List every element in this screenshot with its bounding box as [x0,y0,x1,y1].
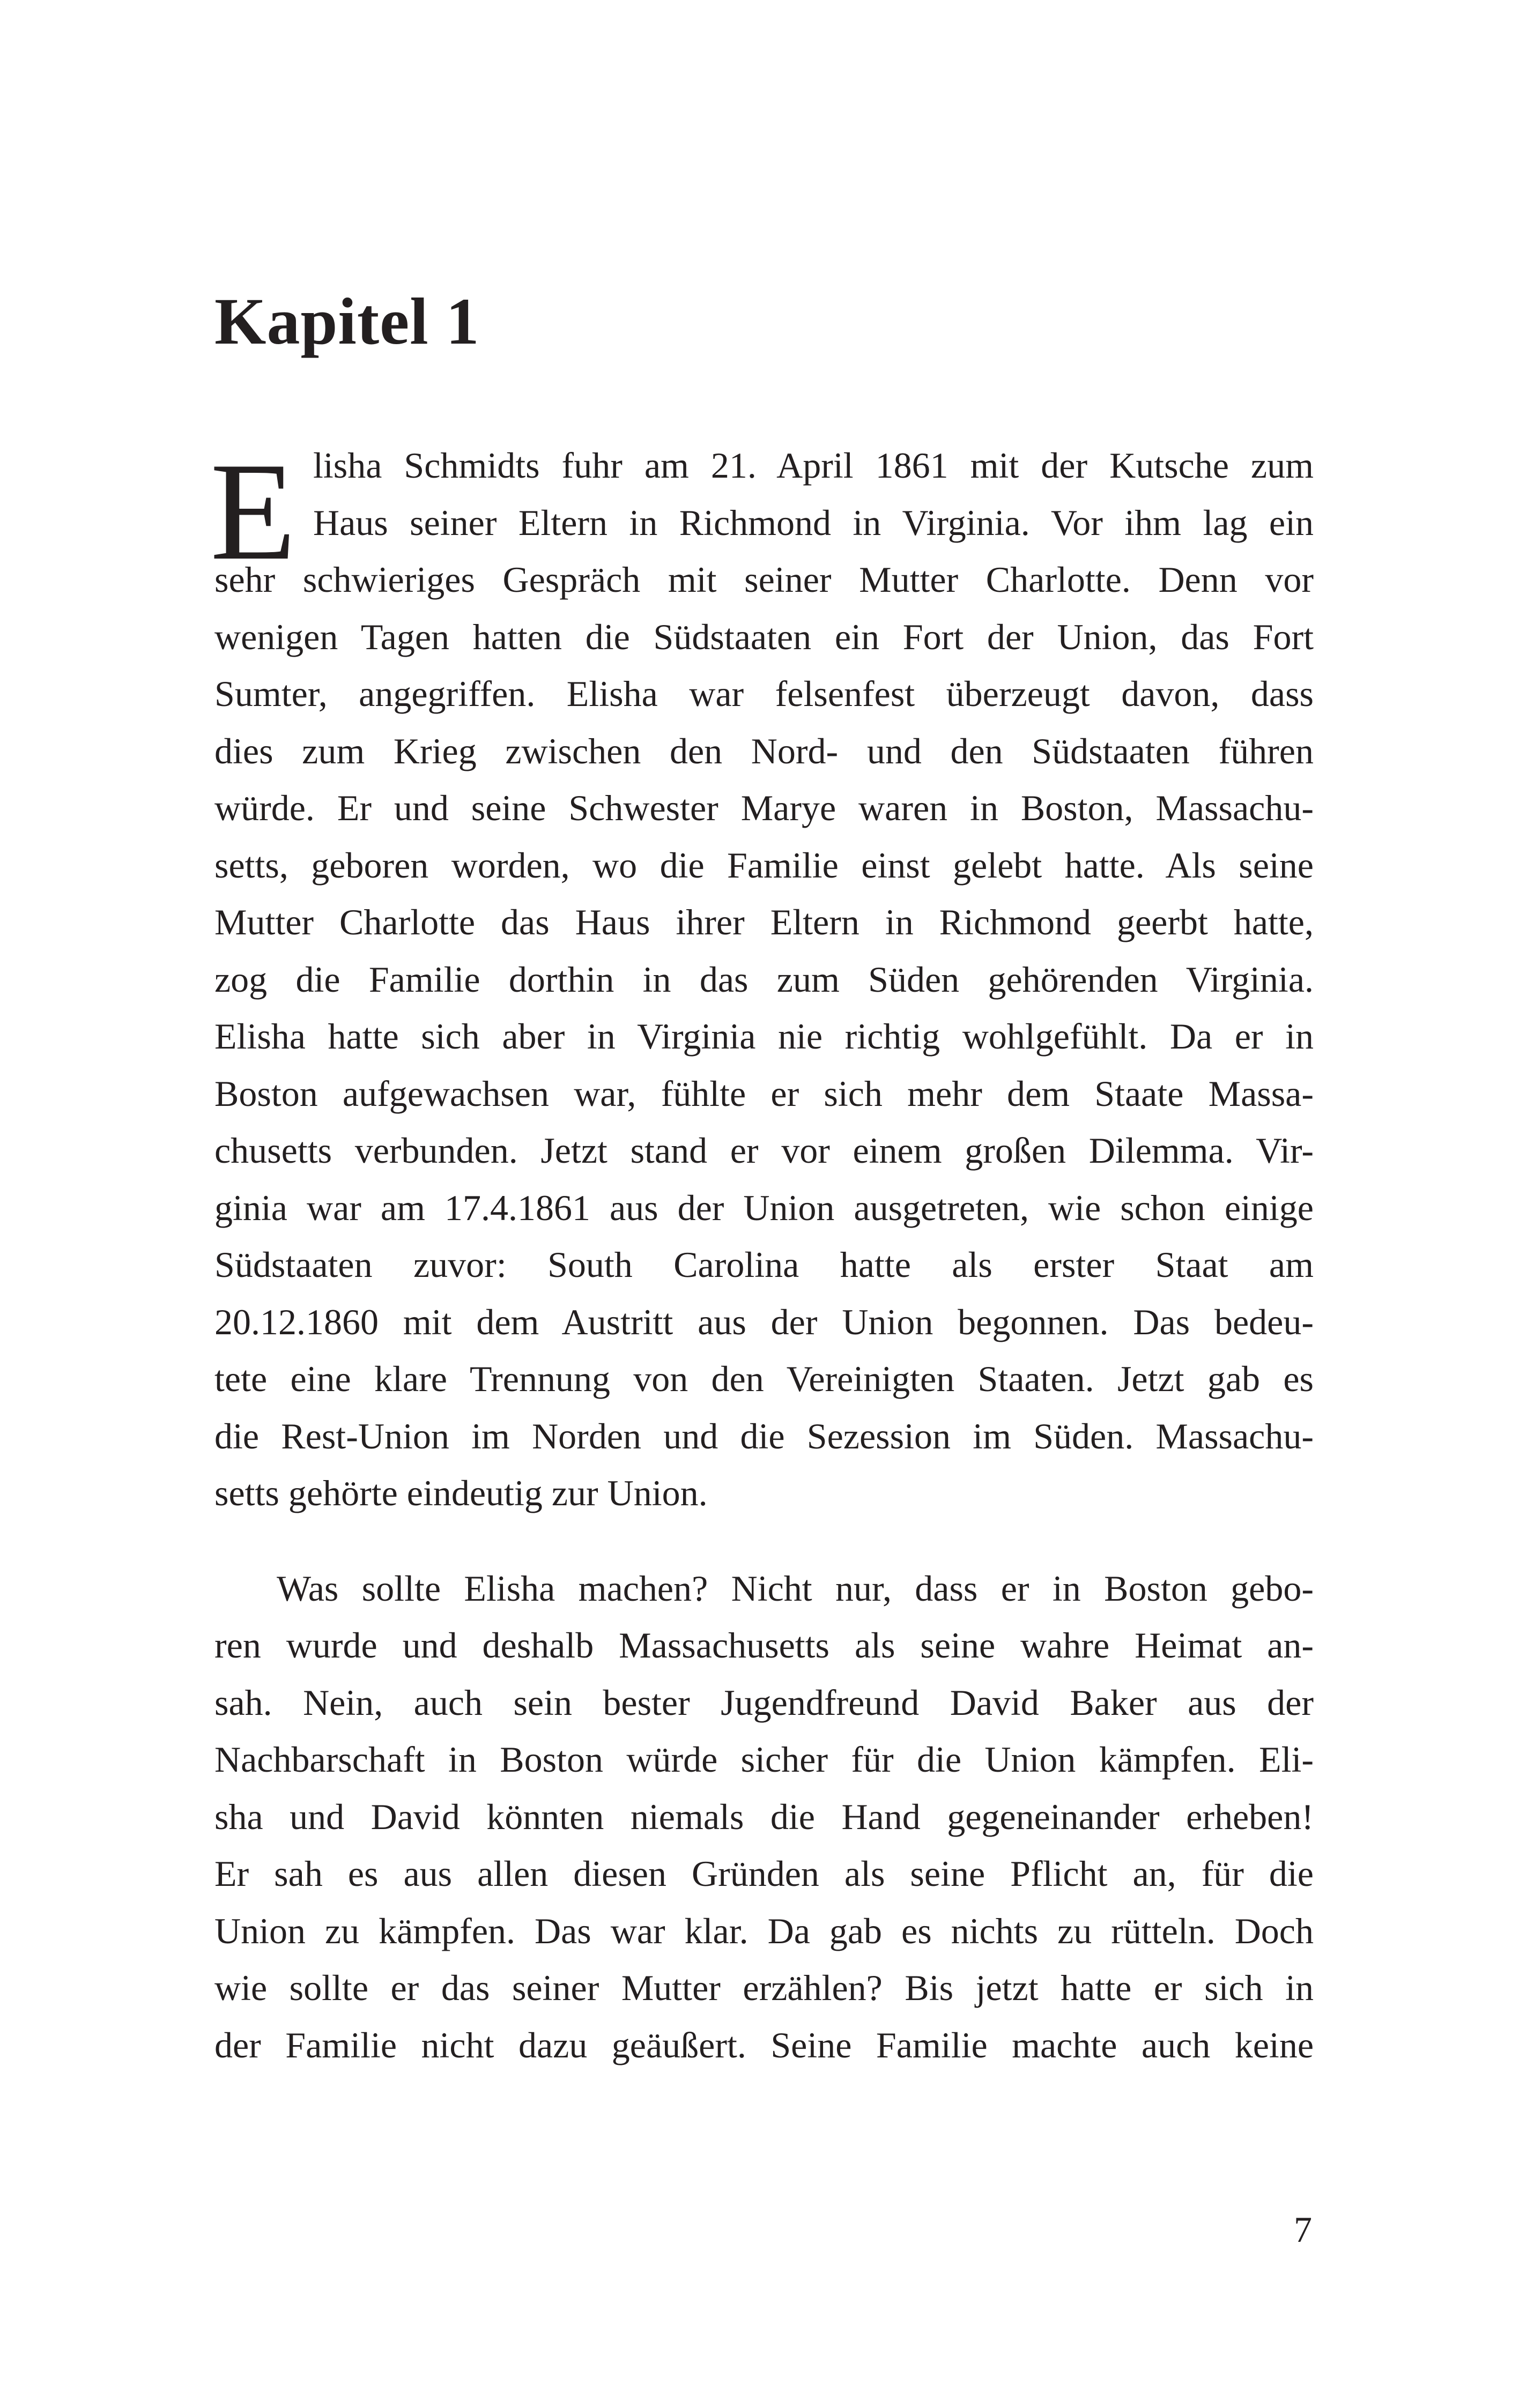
text-line: setts gehörte eindeutig zur Union. [214,1473,708,1513]
chapter-title: Kapitel 1 [214,285,480,358]
text-line: die Rest-Union im Norden und die Sezession im Süden. Massachu- [214,1415,1314,1456]
text-line: Boston aufgewachsen war, fühlte er sich mehr dem Staate Massa- [214,1073,1314,1114]
text-line: sha und David könnten niemals die Hand gegeneinander erheben! [214,1796,1314,1837]
text-line: 20.12.1860 mit dem Austritt aus der Union begonnen. Das bedeu- [214,1301,1314,1342]
text-line: Mutter Charlotte das Haus ihrer Eltern in Richmond geerbt hatte, [214,902,1314,942]
paragraph-gap [214,1522,1314,1560]
text-line: der Familie nicht dazu geäußert. Seine Familie machte auch keine [214,2024,1314,2065]
text-line: zog die Familie dorthin in das zum Süden gehörenden Virginia. [214,958,1314,1000]
text-line: chusetts verbunden. Jetzt stand er vor einem großen Dilemma. Vir- [214,1130,1314,1171]
page-number: 7 [1294,2209,1312,2250]
text-line: ren wurde und deshalb Massachusetts als seine wahre Heimat an- [214,1625,1314,1666]
text-line: Südstaaten zuvor: South Carolina hatte als erster Staat am [214,1244,1314,1285]
text-line: wenigen Tagen hatten die Südstaaten ein Fort der Union, das Fort [214,616,1314,657]
text-line: lisha Schmidts fuhr am 21. April 1861 mit der Kutsche zum [313,445,1314,486]
chapter-body [210,434,1314,2073]
paragraph-2 [214,1560,1314,2074]
text-line: sehr schwieriges Gespräch mit seiner Mutter Charlotte. Denn vor [214,559,1314,600]
text-line: setts, geboren worden, wo die Familie einst gelebt hatte. Als seine [214,844,1314,886]
text-line: sah. Nein, auch sein bester Jugendfreund David Baker aus der [214,1682,1314,1723]
text-line: wie sollte er das seiner Mutter erzählen? Bis jetzt hatte er sich in [214,1967,1314,2008]
text-line: Er sah es aus allen diesen Gründen als seine Pflicht an, für die [214,1853,1314,1894]
text-line: Sumter, angegriffen. Elisha war felsenfest überzeugt davon, dass [214,673,1314,714]
text-line: Haus seiner Eltern in Richmond in Virginia. Vor ihm lag ein [313,502,1314,543]
text-line: Nachbarschaft in Boston würde sicher für die Union kämpfen. Eli- [214,1739,1314,1780]
text-line: dies zum Krieg zwischen den Nord- und den Südstaaten führen [214,730,1314,771]
text-line: Union zu kämpfen. Das war klar. Da gab es nichts zu rütteln. Doch [214,1910,1314,1951]
drop-cap: E [210,434,297,589]
text-line: ginia war am 17.4.1861 aus der Union ausgetreten, wie schon einige [214,1187,1314,1228]
text-line: tete eine klare Trennung von den Vereinigten Staaten. Jetzt gab es [214,1358,1314,1399]
text-line: Elisha hatte sich aber in Virginia nie richtig wohlgefühlt. Da er in [214,1016,1314,1057]
text-line: Was sollte Elisha machen? Nicht nur, dass er in Boston gebo- [277,1567,1314,1609]
text-line: würde. Er und seine Schwester Marye waren in Boston, Massachu- [214,787,1314,828]
paragraph-1 [210,434,1314,1522]
